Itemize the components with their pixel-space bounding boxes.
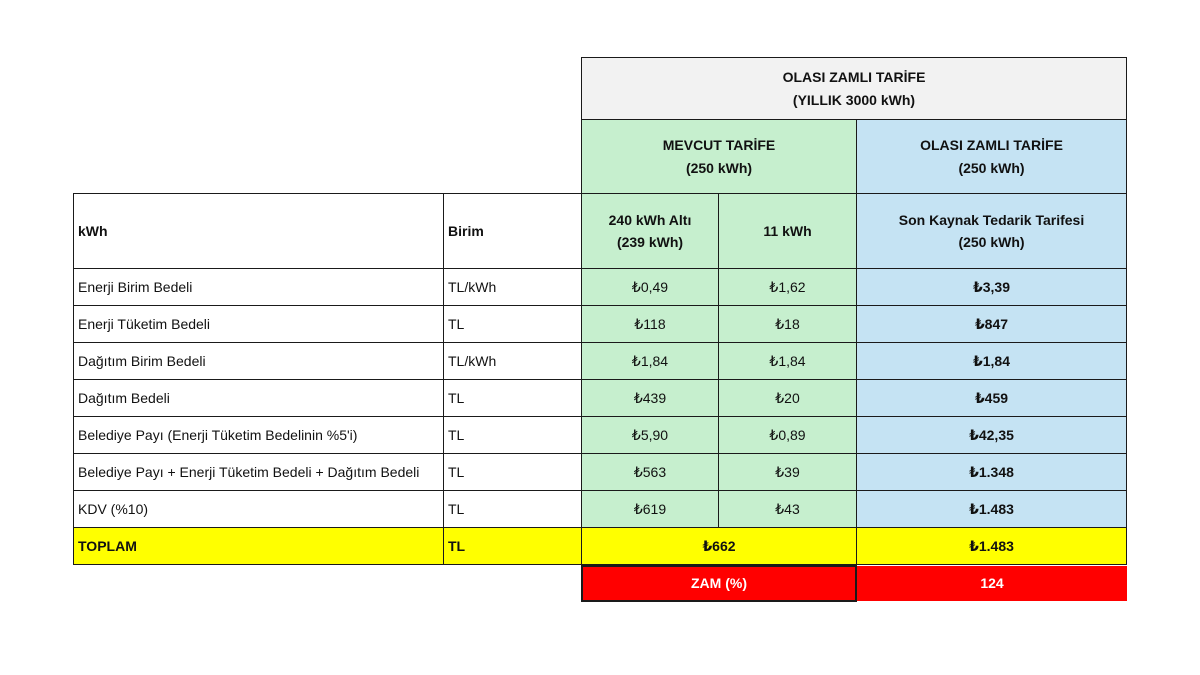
tariff-header-title-text: OLASI ZAMLI TARİFE	[782, 69, 926, 86]
current-tariff-title: MEVCUT TARİFE	[662, 137, 776, 154]
column-header-new	[856, 193, 1127, 269]
row-tier2: ₺0,89	[718, 416, 857, 454]
increase-value: 124	[857, 566, 1127, 601]
column-header-unit	[443, 193, 582, 269]
row-label: Enerji Birim Bedeli	[73, 268, 444, 306]
current-tariff-subtitle: (250 kWh)	[685, 159, 753, 176]
increase-label: ZAM (%)	[581, 565, 857, 602]
row-unit: TL/kWh	[443, 268, 582, 306]
row-tier2: ₺18	[718, 305, 857, 343]
column-header-unit-text: Birim	[448, 222, 484, 239]
row-tier2: ₺20	[718, 379, 857, 417]
row-tier1: ₺5,90	[581, 416, 719, 454]
total-unit: TL	[443, 527, 582, 565]
new-tariff-title: OLASI ZAMLI TARİFE	[920, 137, 1063, 154]
column-header-kwh-text: kWh	[78, 222, 108, 239]
row-label: Dağıtım Bedeli	[73, 379, 444, 417]
row-new: ₺1.483	[856, 490, 1127, 528]
column-header-new-line2: (250 kWh)	[958, 234, 1025, 250]
row-tier1: ₺563	[581, 453, 719, 491]
column-header-kwh	[73, 193, 444, 269]
row-tier2: ₺39	[718, 453, 857, 491]
row-tier2: ₺43	[718, 490, 857, 528]
row-label: Enerji Tüketim Bedeli	[73, 305, 444, 343]
total-new: ₺1.483	[856, 527, 1127, 565]
row-label: Dağıtım Birim Bedeli	[73, 342, 444, 380]
row-tier1: ₺439	[581, 379, 719, 417]
row-new: ₺847	[856, 305, 1127, 343]
row-new: ₺1.348	[856, 453, 1127, 491]
column-header-tier2-text: 11 kWh	[763, 222, 812, 239]
row-new: ₺1,84	[856, 342, 1127, 380]
column-header-tier1	[581, 193, 719, 269]
row-unit: TL	[443, 379, 582, 417]
row-tier2: ₺1,62	[718, 268, 857, 306]
column-header-tier1-line2: (239 kWh)	[616, 234, 684, 250]
new-tariff-subtitle: (250 kWh)	[958, 159, 1025, 176]
row-unit: TL/kWh	[443, 342, 582, 380]
row-new: ₺459	[856, 379, 1127, 417]
row-tier1: ₺0,49	[581, 268, 719, 306]
row-unit: TL	[443, 416, 582, 454]
current-tariff-header	[581, 119, 857, 194]
new-tariff-header	[856, 119, 1127, 194]
row-tier1: ₺619	[581, 490, 719, 528]
tariff-header-title	[581, 57, 1127, 120]
row-unit: TL	[443, 453, 582, 491]
row-new: ₺42,35	[856, 416, 1127, 454]
tariff-header-subtitle-text: (YILLIK 3000 kWh)	[792, 91, 916, 108]
column-header-tier1-line1: 240 kWh Altı	[608, 211, 692, 228]
row-tier1: ₺1,84	[581, 342, 719, 380]
row-label: KDV (%10)	[73, 490, 444, 528]
row-label: Belediye Payı (Enerji Tüketim Bedelinin %5'i)	[73, 416, 444, 454]
row-label: Belediye Payı + Enerji Tüketim Bedeli + Dağıtım Bedeli	[73, 453, 444, 491]
row-new: ₺3,39	[856, 268, 1127, 306]
column-header-new-line1: Son Kaynak Tedarik Tarifesi	[898, 211, 1085, 228]
total-label: TOPLAM	[73, 527, 444, 565]
row-unit: TL	[443, 490, 582, 528]
row-unit: TL	[443, 305, 582, 343]
total-current: ₺662	[581, 527, 857, 565]
row-tier1: ₺118	[581, 305, 719, 343]
column-header-tier2	[718, 193, 857, 269]
row-tier2: ₺1,84	[718, 342, 857, 380]
